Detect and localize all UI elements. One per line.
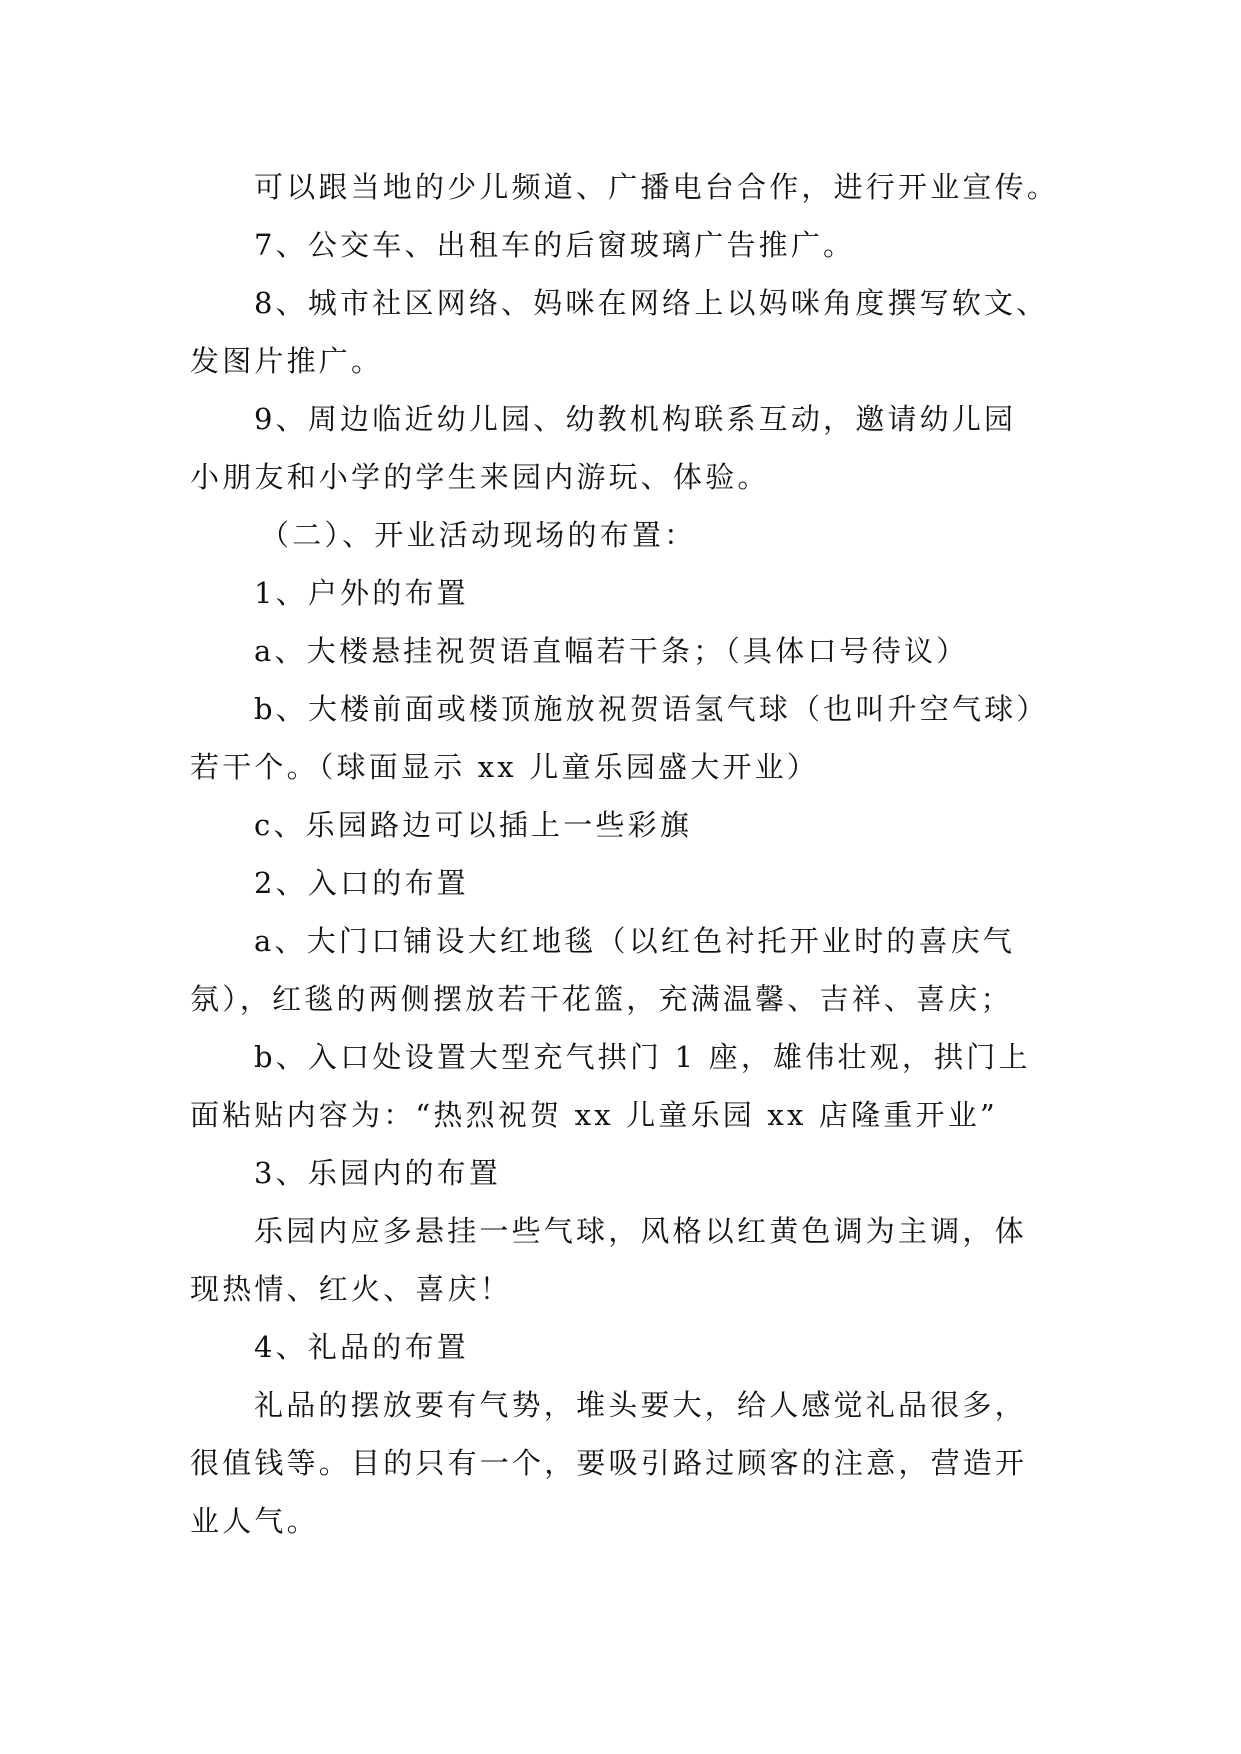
- list-item-8: 8、城市社区网络、妈咪在网络上以妈咪角度撰写软文、: [254, 286, 1049, 320]
- list-item-c: c、乐园路边可以插上一些彩旗: [254, 808, 693, 842]
- list-item-7: 7、公交车、出租车的后窗玻璃广告推广。: [254, 228, 856, 262]
- paragraph-line: 面粘贴内容为：“热烈祝贺 xx 儿童乐园 xx 店隆重开业”: [190, 1098, 998, 1132]
- list-item-a: a、大楼悬挂祝贺语直幅若干条；（具体口号待议）: [254, 634, 969, 668]
- subheading-entrance: 2、入口的布置: [254, 866, 469, 900]
- paragraph-line: 很值钱等。目的只有一个，要吸引路过顾客的注意，营造开: [190, 1446, 1028, 1480]
- subheading-park-interior: 3、乐园内的布置: [254, 1156, 502, 1190]
- subheading-outdoor: 1、户外的布置: [254, 576, 469, 610]
- paragraph-line: 礼品的摆放要有气势，堆头要大，给人感觉礼品很多，: [254, 1388, 1027, 1422]
- list-item-b: b、入口处设置大型充气拱门 1 座，雄伟壮观，拱门上: [254, 1040, 1031, 1074]
- section-heading: （二）、开业活动现场的布置：: [260, 518, 697, 552]
- paragraph-line: 现热情、红火、喜庆！: [190, 1272, 513, 1306]
- paragraph-line: 可以跟当地的少儿频道、广播电台合作，进行开业宣传。: [254, 170, 1060, 204]
- subheading-gifts: 4、礼品的布置: [254, 1330, 469, 1364]
- list-item-a: a、大门口铺设大红地毯（以红色衬托开业时的喜庆气: [254, 924, 1016, 958]
- document-body: [190, 158, 1070, 1550]
- paragraph-line: 若干个。（球面显示 xx 儿童乐园盛大开业）: [190, 750, 820, 784]
- list-item-b: b、大楼前面或楼顶施放祝贺语氢气球（也叫升空气球）: [254, 692, 1049, 726]
- paragraph-line: 氛），红毯的两侧摆放若干花篮，充满温馨、吉祥、喜庆；: [190, 982, 1013, 1016]
- list-item-9: 9、周边临近幼儿园、幼教机构联系互动，邀请幼儿园: [254, 402, 1017, 436]
- paragraph-line: 小朋友和小学的学生来园内游玩、体验。: [190, 460, 770, 494]
- paragraph-line: 业人气。: [190, 1504, 319, 1538]
- paragraph-line: 发图片推广。: [190, 344, 384, 378]
- paragraph-line: 乐园内应多悬挂一些气球，风格以红黄色调为主调，体: [254, 1214, 1027, 1248]
